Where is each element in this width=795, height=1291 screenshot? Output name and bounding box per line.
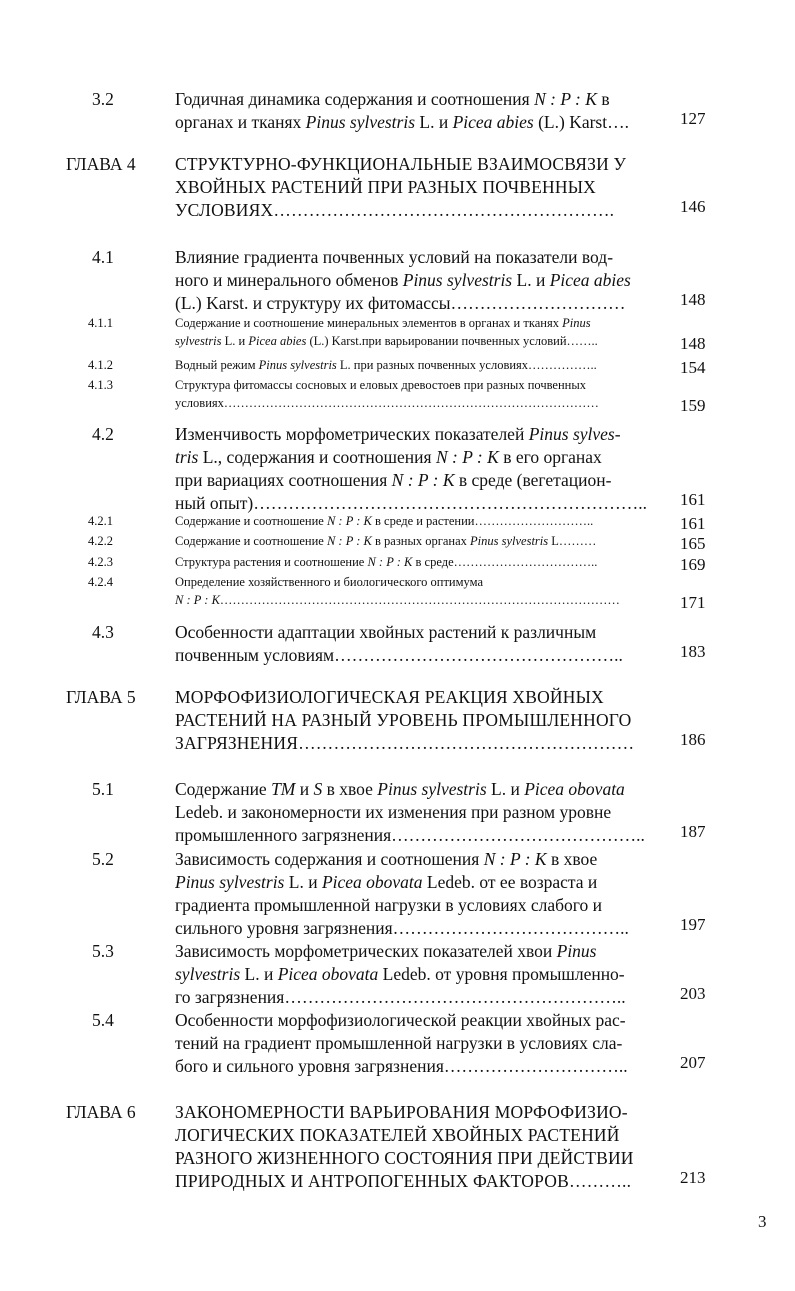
entry-number: 4.2.4 bbox=[88, 575, 113, 589]
entry-title: Особенности адаптации хвойных растений к различным почвенным условиям………………………………………….. bbox=[175, 622, 623, 665]
entry-page-number: 171 bbox=[680, 593, 706, 612]
entry-page-number: 197 bbox=[680, 915, 706, 934]
entry-title: Содержание и соотношение минеральных элементов в органах и тканях Pinus sylvestris L. и Picea abies (L.) Karst.при варьировании почвенных условий…….. bbox=[175, 316, 598, 348]
page-number: 3 bbox=[758, 1212, 767, 1231]
entry-number: 4.1.3 bbox=[88, 378, 113, 392]
entry-number: 4.2.1 bbox=[88, 514, 113, 528]
entry-title: Изменчивость морфометрических показателей Pinus sylves- tris L., содержания и соотношения N : P : K в его органах при вариациях соотношения N : P : K в среде (вегетацион- ный опыт)………………………………………………………….. bbox=[175, 424, 647, 513]
entry-title: ЗАКОНОМЕРНОСТИ ВАРЬИРОВАНИЯ МОРФОФИЗИО- ЛОГИЧЕСКИХ ПОКАЗАТЕЛЕЙ ХВОЙНЫХ РАСТЕНИЙ РАЗНОГО ЖИЗНЕННОГО СОСТОЯНИЯ ПРИ ДЕЙСТВИИ ПРИРОДНЫХ И АНТРОПОГЕННЫХ ФАКТОРОВ……….. bbox=[175, 1102, 634, 1191]
entry-number: 5.2 bbox=[92, 849, 114, 869]
entry-title: Влияние градиента почвенных условий на показатели вод- ного и минерального обменов Pinus sylvestris L. и Picea abies (L.) Karst. и структуру их фитомассы………………………… bbox=[175, 247, 631, 313]
entry-number: 5.4 bbox=[92, 1010, 114, 1030]
entry-page-number: 183 bbox=[680, 642, 706, 661]
entry-number: 3.2 bbox=[92, 89, 114, 109]
entry-number: 4.1.2 bbox=[88, 358, 113, 372]
entry-page-number: 146 bbox=[680, 197, 706, 216]
entry-page-number: 161 bbox=[680, 490, 706, 509]
entry-title: МОРФОФИЗИОЛОГИЧЕСКАЯ РЕАКЦИЯ ХВОЙНЫХ РАСТЕНИЙ НА РАЗНЫЙ УРОВЕНЬ ПРОМЫШЛЕННОГО ЗАГРЯЗНЕНИЯ………………………………………………… bbox=[175, 687, 635, 753]
entry-page-number: 148 bbox=[680, 290, 706, 309]
entry-page-number: 159 bbox=[680, 396, 706, 415]
entry-page-number: 187 bbox=[680, 822, 706, 841]
entry-page-number: 207 bbox=[680, 1053, 706, 1072]
entry-number: 4.1.1 bbox=[88, 316, 113, 330]
entry-title: Содержание TM и S в хвое Pinus sylvestris L. и Picea obovata Ledeb. и закономерности их изменения при разном уровне промышленного загрязнения…………………………………….. bbox=[175, 779, 645, 845]
entry-title: Зависимость содержания и соотношения N : P : K в хвое Pinus sylvestris L. и Picea obovata Ledeb. от ее возраста и градиента промышленной нагрузки в условиях слабого и сильного уровня загрязнения………………………………….. bbox=[175, 849, 629, 938]
entry-number: 4.3 bbox=[92, 622, 114, 642]
entry-title: Зависимость морфометрических показателей хвои Pinus sylvestris L. и Picea obovata Ledeb. от уровня промышленно- го загрязнения………………………………………………….. bbox=[175, 941, 626, 1007]
entry-title: Структура фитомассы сосновых и еловых древостоев при разных почвенных условиях……………………………………………………………………………… bbox=[175, 378, 599, 410]
entry-title: Структура растения и соотношение N : P : K в среде…………………………….. bbox=[175, 555, 598, 569]
entry-number: ГЛАВА 6 bbox=[66, 1102, 136, 1122]
entry-page-number: 127 bbox=[680, 109, 706, 128]
entry-number: 4.2.3 bbox=[88, 555, 113, 569]
entry-title: Содержание и соотношение N : P : K в разных органах Pinus sylvestris L……… bbox=[175, 534, 597, 548]
entry-number: 4.1 bbox=[92, 247, 114, 267]
entry-number: 5.3 bbox=[92, 941, 114, 961]
entry-number: 4.2.2 bbox=[88, 534, 113, 548]
entry-number: 4.2 bbox=[92, 424, 114, 444]
entry-title: Определение хозяйственного и биологического оптимума N : P : K…………………………………………………………………………………… bbox=[175, 575, 620, 607]
entry-page-number: 154 bbox=[680, 358, 706, 377]
entry-page-number: 169 bbox=[680, 555, 706, 574]
entry-number: ГЛАВА 5 bbox=[66, 687, 136, 707]
entry-number: ГЛАВА 4 bbox=[66, 154, 136, 174]
entry-page-number: 213 bbox=[680, 1168, 706, 1187]
entry-title: Содержание и соотношение N : P : K в среде и растении……………………….. bbox=[175, 514, 594, 528]
entry-title: СТРУКТУРНО-ФУНКЦИОНАЛЬНЫЕ ВЗАИМОСВЯЗИ У ХВОЙНЫХ РАСТЕНИЙ ПРИ РАЗНЫХ ПОЧВЕННЫХ УСЛОВИЯХ…………………………………………………. bbox=[175, 154, 627, 220]
entry-number: 5.1 bbox=[92, 779, 114, 799]
entry-title: Особенности морфофизиологической реакции хвойных рас- тений на градиент промышленной нагрузки в условиях сла- бого и сильного уровня загрязнения………………………….. bbox=[175, 1010, 628, 1076]
entry-page-number: 186 bbox=[680, 730, 706, 749]
entry-page-number: 161 bbox=[680, 514, 706, 533]
entry-page-number: 148 bbox=[680, 334, 706, 353]
entry-page-number: 165 bbox=[680, 534, 706, 553]
entry-title: Годичная динамика содержания и соотношения N : P : K в органах и тканях Pinus sylvestris L. и Picea abies (L.) Karst…. bbox=[175, 89, 629, 132]
entry-page-number: 203 bbox=[680, 984, 706, 1003]
entry-title: Водный режим Pinus sylvestris L. при разных почвенных условиях…………….. bbox=[175, 358, 597, 372]
